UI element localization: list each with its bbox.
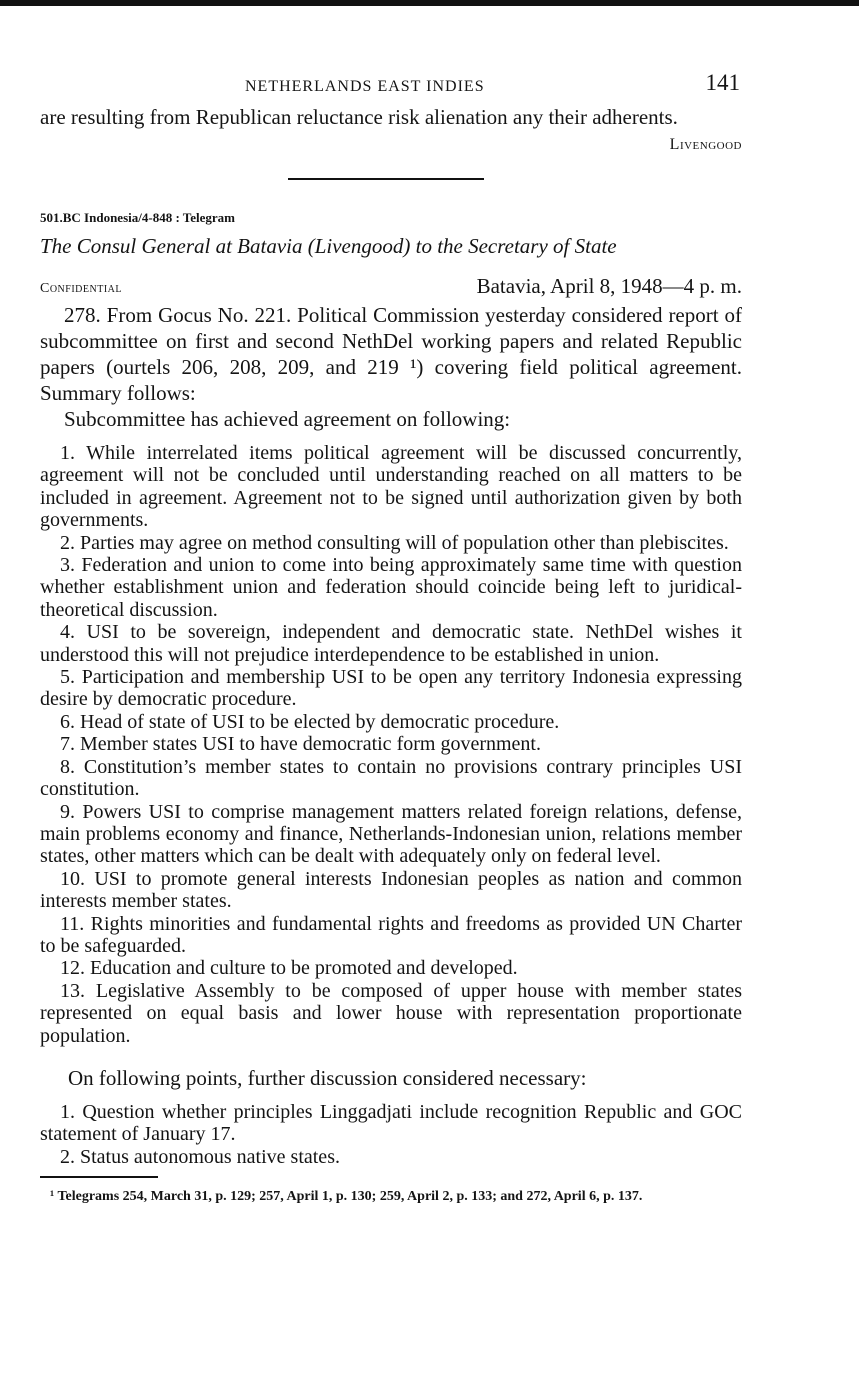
agreement-item: 7. Member states USI to have democratic form government.	[60, 733, 541, 756]
classification-label: Confidential	[40, 281, 122, 296]
further-item: 1. Question whether principles Linggadjati include recognition Republic and GOC statement of January 17.	[40, 1100, 742, 1146]
agreement-list	[40, 442, 742, 1047]
footnote-rule	[40, 1176, 158, 1178]
top-edge-rule	[0, 0, 859, 6]
further-item: 2. Status autonomous native states.	[60, 1145, 340, 1168]
footnote: ¹ Telegrams 254, March 31, p. 129; 257, April 1, p. 130; 259, April 2, p. 133; and 272, April 6, p. 137.	[50, 1189, 643, 1205]
agreement-item: 3. Federation and union to come into being approximately same time with question whether establishment union and federation should coincide being left to juridical-theoretical discussion.	[40, 554, 742, 621]
agreement-item: 1. While interrelated items political agreement will be discussed concurrently, agreement will not be concluded until understanding reached on all matters to be included in agreement. Agreement not to be signed until authorization given by both governments.	[40, 442, 742, 532]
document-page	[40, 70, 742, 1206]
agreement-item: 5. Participation and membership USI to be open any territory Indonesia expressing desire by democratic procedure.	[40, 666, 742, 711]
agreement-item: 13. Legislative Assembly to be composed of upper house with member states represented on equal basis and lower house with representation proportionate population.	[40, 979, 742, 1047]
agreement-intro: Subcommittee has achieved agreement on following:	[64, 407, 511, 431]
agreement-item: 12. Education and culture to be promoted and developed.	[60, 957, 518, 980]
dateline: Batavia, April 8, 1948—4 p. m.	[476, 274, 742, 298]
agreement-item: 6. Head of state of USI to be elected by democratic procedure.	[60, 710, 560, 733]
file-reference: 501.BC Indonesia/4-848 : Telegram	[40, 210, 236, 225]
section-divider	[288, 178, 484, 180]
agreement-item: 2. Parties may agree on method consulting will of population other than plebiscites.	[60, 531, 729, 554]
dateline-row	[40, 274, 742, 302]
running-title: NETHERLANDS EAST INDIES	[245, 78, 485, 95]
agreement-item: 4. USI to be sovereign, independent and democratic state. NethDel wishes it understood this will not prejudice interdependence to be established in union.	[40, 621, 742, 666]
further-discussion-intro: On following points, further discussion considered necessary:	[68, 1065, 587, 1090]
document-heading: The Consul General at Batavia (Livengood) to the Secretary of State	[40, 234, 617, 258]
telegram-intro: 278. From Gocus No. 221. Political Commission yesterday considered report of subcommittee on first and second NethDel working papers and related Republic papers (ourtels 206, 208, 209, and 219 ¹) covering field political agreement. Summary follows:	[40, 303, 742, 405]
running-header	[40, 70, 742, 104]
agreement-item: 8. Constitution’s member states to contain no provisions contrary principles USI constitution.	[40, 755, 742, 801]
agreement-item: 10. USI to promote general interests Indonesian peoples as nation and common interests member states.	[40, 867, 742, 913]
signature: Livengood	[669, 136, 742, 153]
agreement-item: 9. Powers USI to comprise management matters related foreign relations, defense, main problems economy and finance, Netherlands-Indonesian union, relations member states, other matters which can be dealt with adequately only on federal level.	[40, 800, 742, 868]
further-list	[40, 1101, 742, 1168]
agreement-item: 11. Rights minorities and fundamental rights and freedoms as provided UN Charter to be safeguarded.	[40, 912, 742, 957]
continued-text: are resulting from Republican reluctance risk alienation any their adherents.	[40, 105, 678, 129]
page-number: 141	[705, 70, 740, 95]
